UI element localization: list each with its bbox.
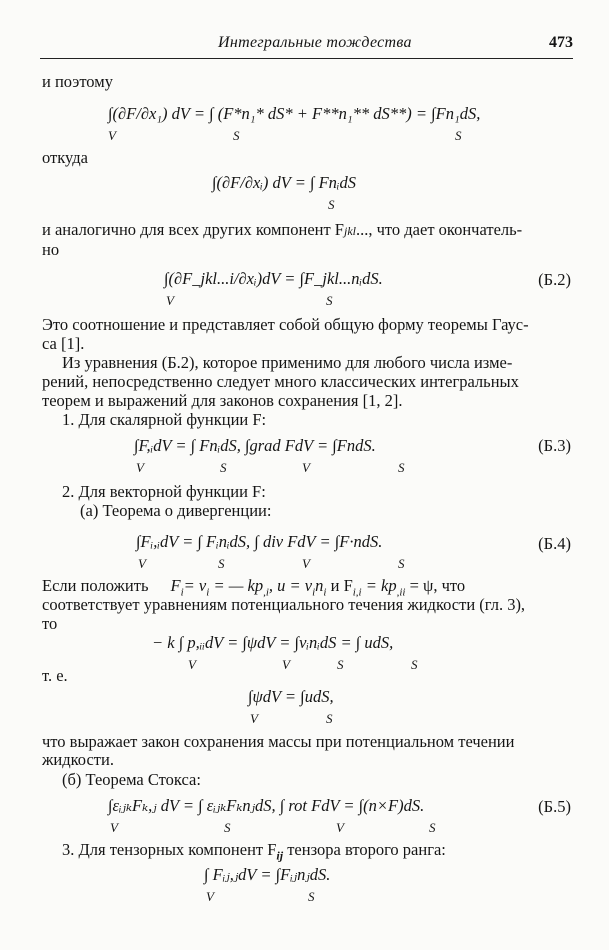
page-header [40, 34, 573, 56]
eqb4-domain-v2: V [302, 556, 310, 571]
eqb5-domain-s2: S [429, 820, 436, 835]
running-title: Интегральные тождества [218, 34, 412, 51]
eq1-domain-s2: S [455, 128, 462, 143]
subscript: ,ii [396, 586, 406, 599]
text-line: откуда [42, 148, 88, 167]
math-run: = v [183, 576, 207, 595]
text-run: тензора второго ранга: [287, 840, 446, 859]
math-run: и F [326, 576, 353, 595]
math-run [170, 576, 466, 599]
subscript: ,i [263, 586, 269, 599]
text-line: рений, непосредственно следует много классических интегральных [42, 372, 519, 391]
math-run: , u = v [268, 576, 313, 595]
text-line: что выражает закон сохранения массы при потенциальном течении [42, 732, 515, 751]
text-line: жидкости. [42, 750, 114, 769]
eq1-domain-s1: S [233, 128, 240, 143]
equation-continuity: − k ∫ p,ᵢᵢdV = ∫ψdV = ∫vᵢnᵢdS = ∫ udS, [152, 633, 394, 652]
subscript: i,i [352, 586, 362, 599]
subscript: ij [276, 848, 284, 863]
text-line: са [1]. [42, 334, 85, 353]
equation-mass: ∫ψdV = ∫udS, [248, 687, 334, 706]
eqb5-domain-s1: S [224, 820, 231, 835]
math-run: = kp [361, 576, 397, 595]
text-line: 2. Для векторной функции F: [62, 482, 266, 501]
header-rule [40, 58, 573, 59]
eqb3-domain-v2: V [302, 460, 310, 475]
eqb5-domain-v2: V [336, 820, 344, 835]
eqc-domain-v1: V [188, 657, 196, 672]
text-line: (б) Теорема Стокса: [62, 770, 201, 789]
subscript: i [180, 586, 184, 599]
math-run: n [315, 576, 324, 595]
eqb4-domain-v1: V [138, 556, 146, 571]
text-line: соответствует уравнениям потенциального течения жидкости (гл. 3), [42, 595, 526, 614]
subscript: i [206, 586, 210, 599]
eq1-domain-v: V [108, 128, 116, 143]
equation-b4: ∫Fᵢ,ᵢdV = ∫ FᵢnᵢdS, ∫ div FdV = ∫F·ndS. [136, 532, 383, 551]
equation-2: ∫(∂F/∂xᵢ) dV = ∫ FnᵢdS [212, 173, 357, 192]
text-run: и аналогично для всех других компонент F [42, 220, 344, 239]
eqb4-domain-s2: S [398, 556, 405, 571]
eqb2-domain-v: V [166, 293, 174, 308]
eqb5-domain-v1: V [110, 820, 118, 835]
eqc-domain-s2: S [411, 657, 418, 672]
math-symbol: F [170, 576, 181, 595]
subscript: jkl [344, 224, 356, 238]
eqb2-domain-s: S [326, 293, 333, 308]
text-line: но [42, 240, 60, 259]
text-line: Это соотношение и представляет собой общую форму теоремы Гаус- [42, 315, 529, 334]
equation-b5: ∫εᵢⱼₖFₖ,ⱼ dV = ∫ εᵢⱼₖFₖnⱼdS, ∫ rot FdV = ∫(n×F)dS. [108, 796, 425, 815]
eqc-domain-s1: S [337, 657, 344, 672]
math-run: = — kp [209, 576, 264, 595]
text-line: Из уравнения (Б.2), которое применимо для любого числа изме- [62, 353, 513, 372]
equation-number: (Б.5) [538, 797, 571, 816]
math-run: = ψ, что [405, 576, 466, 595]
text-line: 1. Для скалярной функции F: [62, 410, 267, 429]
equation-number: (Б.3) [538, 436, 571, 455]
text-line: теорем и выражений для законов сохранения [1, 2]. [42, 391, 403, 410]
text-line: и поэтому [42, 72, 113, 91]
equation-tensor: ∫ Fᵢⱼ,ⱼdV = ∫FᵢⱼnⱼdS. [204, 865, 331, 884]
eqb4-domain-s1: S [218, 556, 225, 571]
text-line: т. е. [42, 666, 68, 685]
page-number: 473 [549, 34, 573, 51]
eqm-domain-s: S [326, 711, 333, 726]
equation-number: (Б.4) [538, 534, 571, 553]
text-line: (а) Теорема о дивергенции: [80, 501, 272, 520]
text-line [42, 220, 572, 241]
text-run: ..., что дает окончатель- [356, 220, 523, 239]
eqt-domain-v: V [206, 889, 214, 904]
text-run: 3. Для тензорных компонент F [62, 840, 277, 859]
eqb3-domain-s1: S [220, 460, 227, 475]
eqb3-domain-v1: V [136, 460, 144, 475]
eqc-domain-v2: V [282, 657, 290, 672]
eqm-domain-v: V [250, 711, 258, 726]
eqt-domain-s: S [308, 889, 315, 904]
equation-b2: ∫(∂F_jkl...i/∂xᵢ)dV = ∫F_jkl...nᵢdS. [164, 269, 383, 288]
text-line: то [42, 614, 58, 633]
eqb3-domain-s2: S [398, 460, 405, 475]
equation-number: (Б.2) [538, 270, 571, 289]
equation-b3: ∫F,ᵢdV = ∫ FnᵢdS, ∫grad FdV = ∫FndS. [134, 436, 376, 455]
subscript: i [323, 586, 327, 599]
text-run: Если положить [42, 576, 149, 595]
text-line [62, 840, 592, 865]
equation-1: ∫(∂F/∂x₁) dV = ∫ (F*n₁* dS* + F**n₁** dS**) = ∫Fn₁dS, [108, 104, 481, 123]
eq2-domain-s: S [328, 197, 335, 212]
subscript: i [312, 586, 316, 599]
